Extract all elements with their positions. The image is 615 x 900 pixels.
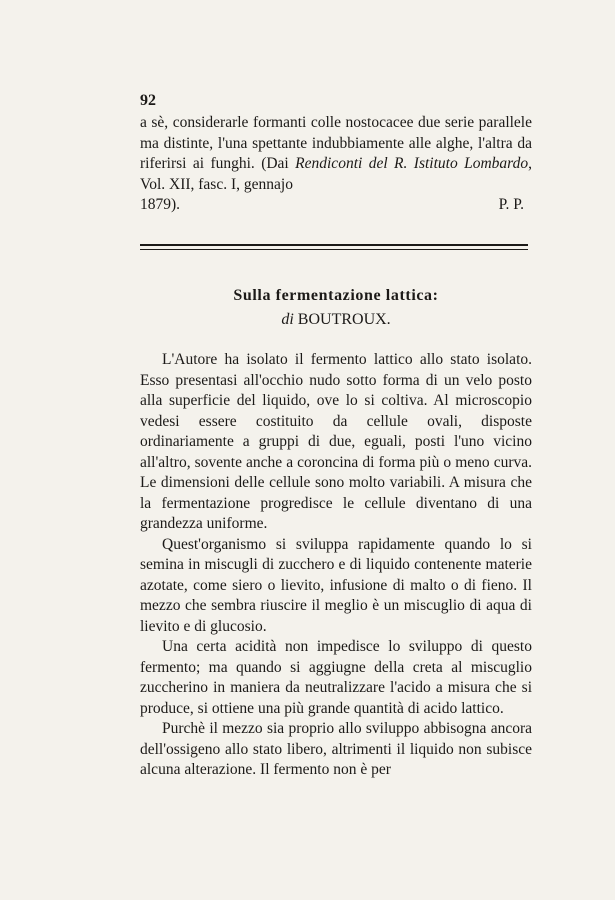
article-body <box>140 350 532 781</box>
citation-year: 1879). <box>140 196 181 213</box>
previous-article-ending <box>140 113 532 216</box>
article-byline <box>140 311 532 329</box>
article-paragraph: Una certa acidità non impedisce lo sviluppo di questo fermento; ma quando si aggiugne della creta al miscuglio zuccherino in maniera da neutralizzare l'acido a misura che si produce, si ottiene una più grande quantità di acido lattico. <box>140 638 532 717</box>
previous-article-text-end: , Vol. XII, fasc. I, gennajo <box>140 155 532 193</box>
section-divider <box>140 244 528 250</box>
journal-name: Rendiconti del R. Istituto Lombardo <box>295 155 529 172</box>
author-name: BOUTROUX. <box>297 311 391 328</box>
author-initials: P. P. <box>498 196 524 213</box>
article-title: Sulla fermentazione lattica: <box>233 287 439 304</box>
previous-article-text-start: a sè, considerarle formanti colle nostocacee due serie parallele ma distinte, l'una spettante indubbiamente alle alghe, l'altra da riferirsi ai funghi. (Dai <box>140 114 532 172</box>
page-number: 92 <box>140 92 156 109</box>
citation-final-line <box>140 195 532 216</box>
article-paragraph: L'Autore ha isolato il fermento lattico allo stato isolato. Esso presentasi all'occhio nudo sotto forma di un velo posto alla superficie del liquido, ove lo si coltiva. Al microscopio vedesi essere costituito da cellule ovali, disposte ordinariamente a gruppi di due, eguali, posti l'uno vicino all'altro, sovente anche a coroncina di forma più o meno curva. Le dimensioni delle cellule sono molto variabili. A misura che la fermentazione progredisce le cellule diventano di una grandezza uniforme. <box>140 351 532 532</box>
author-prefix: di <box>281 311 294 328</box>
article-paragraph: Quest'organismo si sviluppa rapidamente quando lo si semina in miscugli di zucchero e di liquido contenente materie azotate, come siero o lievito, infusione di malto o di fieno. Il mezzo che sembra riuscire il meglio è un miscuglio di aqua di lievito e di glucosio. <box>140 535 532 635</box>
article-paragraph: Purchè il mezzo sia proprio allo sviluppo abbisogna ancora dell'ossigeno allo stato libero, altrimenti il liquido non subisce alcuna alterazione. Il fermento non è per <box>140 720 532 778</box>
